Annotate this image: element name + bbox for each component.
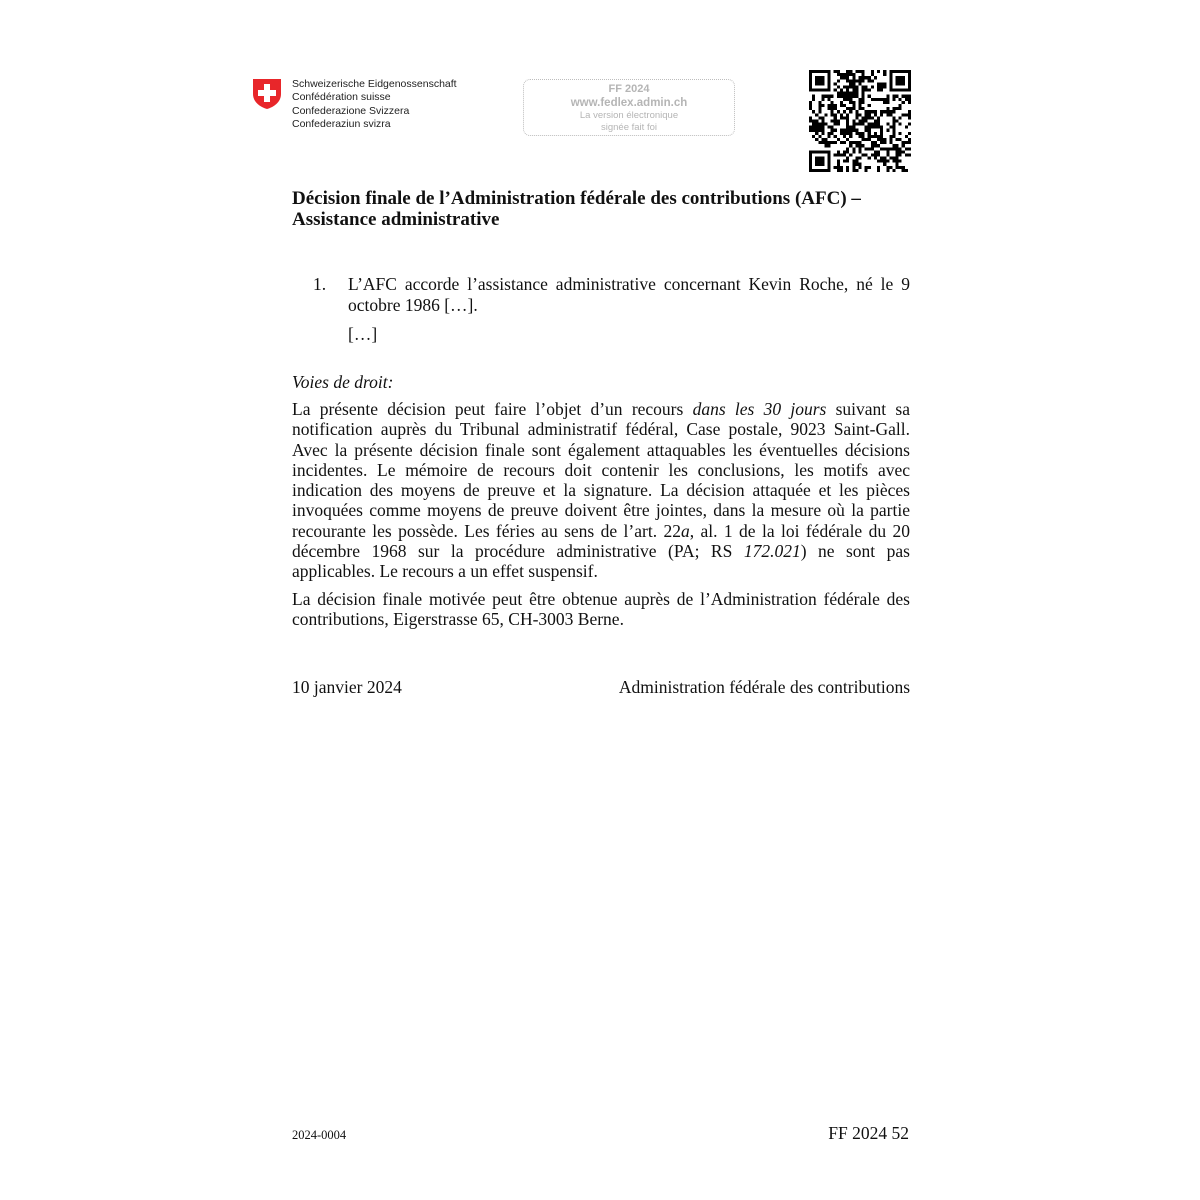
para1-rs-number: 172.021 <box>743 541 801 562</box>
legal-remedies-heading: Voies de droit: <box>292 372 394 392</box>
swiss-cross-icon <box>252 78 282 110</box>
item-ellipsis: […] <box>348 324 378 344</box>
stamp-signed-text: signée fait foi <box>601 121 657 133</box>
stamp-ff-label: FF 2024 <box>608 83 650 95</box>
para1-text-4: ) ne sont pas applicables. Le recours a un effet suspensif. <box>292 541 910 582</box>
item-number: 1. <box>313 274 327 294</box>
confederation-name-fr: Confédération suisse <box>292 91 391 104</box>
qr-code-icon <box>809 70 911 172</box>
para1-text-2: suivant sa notification auprès du Tribunal administratif fédéral, Case postale, 9023 Saint-Gall. Avec la présente décision finale sont également attaquables les éventuelles décisions incidentes. Le mémoire de recours doit contenir les conclusions, les motifs avec indication des moyens de preuve et la signature. La décision attaquée et les pièces invoquées comme moyens de preuve doivent être jointes, dans la mesure où la partie recourante les possède. Les féries au sens de l’art. 22 <box>292 399 910 541</box>
document-id: 2024-0004 <box>292 1128 347 1142</box>
stamp-version-text: La version électronique <box>579 110 679 121</box>
decision-date: 10 janvier 2024 <box>292 677 402 697</box>
legal-remedies-paragraph <box>292 399 910 582</box>
item-text: L’AFC accorde l’assistance administrative concernant Kevin Roche, né le 9 octobre 1986 […]. <box>348 274 910 315</box>
para1-text-3: , al. 1 de la loi fédérale du 20 décembre 1968 sur la procédure administrative (PA; RS <box>292 520 910 562</box>
para1-deadline: dans les 30 jours <box>692 399 827 419</box>
electronic-version-stamp <box>523 79 735 136</box>
confederation-name-de: Schweizerische Eidgenossenschaft <box>292 78 457 90</box>
issuing-authority: Administration fédérale des contributions <box>618 677 910 697</box>
confederation-name-rm: Confederaziun svizra <box>292 117 391 130</box>
stamp-url: www.fedlex.admin.ch <box>570 97 688 109</box>
para1-text-1: La présente décision peut faire l’objet d’un recours <box>292 399 693 419</box>
confederation-names <box>292 78 457 131</box>
para1-article-letter: a <box>680 520 690 541</box>
federal-gazette-reference: FF 2024 52 <box>828 1123 909 1143</box>
motivated-decision-paragraph: La décision finale motivée peut être obtenue auprès de l’Administration fédérale des contributions, Eigerstrasse 65, CH-3003 Berne. <box>292 589 910 630</box>
document-title: Décision finale de l’Administration fédérale des contributions (AFC) – Assistance administrative <box>292 188 861 230</box>
confederation-name-it: Confederazione Svizzera <box>292 104 410 117</box>
